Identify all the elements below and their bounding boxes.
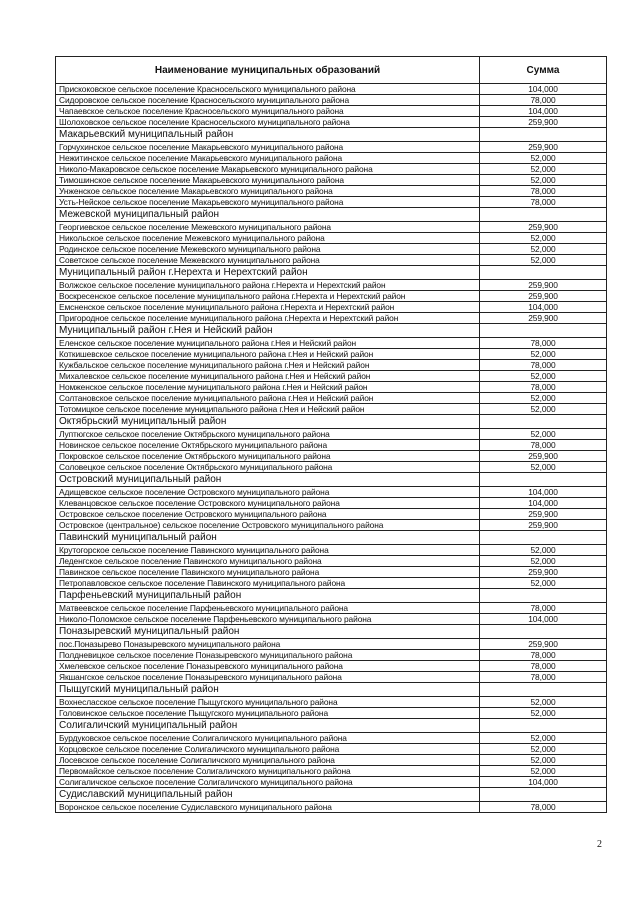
table-row (56, 545, 607, 556)
settlement-sum: 52,000 (480, 255, 607, 266)
settlement-sum: 104,000 (480, 106, 607, 117)
settlement-name: Пригородное сельское поселение муниципального района г.Нерехта и Нерехтский район (56, 313, 480, 324)
table-row (56, 404, 607, 415)
page-number: 2 (597, 839, 602, 850)
district-row (56, 473, 607, 487)
settlement-sum: 78,000 (480, 360, 607, 371)
settlement-sum: 104,000 (480, 777, 607, 788)
settlement-name: Усть-Нейское сельское поселение Макарьевского муниципального района (56, 197, 480, 208)
settlement-sum: 52,000 (480, 766, 607, 777)
settlement-sum: 52,000 (480, 545, 607, 556)
table-row (56, 84, 607, 95)
table-row (56, 578, 607, 589)
settlement-sum: 259,900 (480, 451, 607, 462)
district-name: Макарьевский муниципальный район (56, 128, 480, 142)
settlement-name: Новинское сельское поселение Октябрьского муниципального района (56, 440, 480, 451)
table-row (56, 429, 607, 440)
settlement-name: пос.Поназырево Поназыревского муниципального района (56, 639, 480, 650)
settlement-sum: 78,000 (480, 650, 607, 661)
settlement-name: Луптюгское сельское поселение Октябрьского муниципального района (56, 429, 480, 440)
allocation-table (55, 56, 607, 813)
district-sum-cell (480, 208, 607, 222)
settlement-name: Корцовское сельское поселение Солигаличского муниципального района (56, 744, 480, 755)
settlement-sum: 52,000 (480, 233, 607, 244)
settlement-sum: 78,000 (480, 672, 607, 683)
settlement-name: Георгиевское сельское поселение Межевского муниципального района (56, 222, 480, 233)
settlement-sum: 104,000 (480, 614, 607, 625)
table-body (56, 84, 607, 813)
settlement-sum: 78,000 (480, 440, 607, 451)
district-name: Парфеньевский муниципальный район (56, 589, 480, 603)
table-row (56, 338, 607, 349)
settlement-sum: 52,000 (480, 429, 607, 440)
district-name: Пыщугский муниципальный район (56, 683, 480, 697)
table-row (56, 708, 607, 719)
table-row (56, 244, 607, 255)
table-row (56, 349, 607, 360)
table-row (56, 197, 607, 208)
district-name: Межевской муниципальный район (56, 208, 480, 222)
table-row (56, 371, 607, 382)
district-name: Муниципальный район г.Нерехта и Нерехтский район (56, 266, 480, 280)
table-row (56, 222, 607, 233)
settlement-name: Бурдуковское сельское поселение Солигаличского муниципального района (56, 733, 480, 744)
table-row (56, 291, 607, 302)
table-row (56, 520, 607, 531)
settlement-name: Матвеевское сельское поселение Парфеньевского муниципального района (56, 603, 480, 614)
settlement-name: Солтановское сельское поселение муниципального района г.Нея и Нейский район (56, 393, 480, 404)
table-row (56, 462, 607, 473)
table-row (56, 280, 607, 291)
settlement-sum: 52,000 (480, 349, 607, 360)
district-name: Островский муниципальный район (56, 473, 480, 487)
settlement-sum: 52,000 (480, 744, 607, 755)
settlement-name: Соловецкое сельское поселение Октябрьского муниципального района (56, 462, 480, 473)
district-name: Солигаличский муниципальный район (56, 719, 480, 733)
district-row (56, 625, 607, 639)
settlement-name: Тотомицкое сельское поселение муниципального района г.Нея и Нейский район (56, 404, 480, 415)
settlement-name: Шолоховское сельское поселение Красносельского муниципального района (56, 117, 480, 128)
district-row (56, 589, 607, 603)
district-name: Павинский муниципальный район (56, 531, 480, 545)
table-row (56, 509, 607, 520)
settlement-sum: 52,000 (480, 393, 607, 404)
table-row (56, 255, 607, 266)
settlement-name: Никольское сельское поселение Межевского муниципального района (56, 233, 480, 244)
district-row (56, 683, 607, 697)
table-row (56, 186, 607, 197)
table-row (56, 498, 607, 509)
settlement-sum: 104,000 (480, 84, 607, 95)
settlement-name: Николо-Поломское сельское поселение Парфеньевского муниципального района (56, 614, 480, 625)
settlement-name: Павинское сельское поселение Павинского муниципального района (56, 567, 480, 578)
district-name: Поназыревский муниципальный район (56, 625, 480, 639)
settlement-sum: 259,900 (480, 509, 607, 520)
settlement-name: Крутогорское сельское поселение Павинского муниципального района (56, 545, 480, 556)
settlement-name: Воскресенское сельское поселение муниципального района г.Нерехта и Нерехтский район (56, 291, 480, 302)
district-sum-cell (480, 683, 607, 697)
settlement-name: Прискоковское сельское поселение Красносельского муниципального района (56, 84, 480, 95)
district-sum-cell (480, 324, 607, 338)
settlement-name: Адищевское сельское поселение Островского муниципального района (56, 487, 480, 498)
settlement-sum: 52,000 (480, 153, 607, 164)
settlement-sum: 78,000 (480, 603, 607, 614)
table-row (56, 567, 607, 578)
table-row (56, 313, 607, 324)
district-name: Октябрьский муниципальный район (56, 415, 480, 429)
settlement-name: Михалевское сельское поселение муниципального района г.Нея и Нейский район (56, 371, 480, 382)
settlement-name: Номженское сельское поселение муниципального района г.Нея и Нейский район (56, 382, 480, 393)
settlement-sum: 52,000 (480, 708, 607, 719)
settlement-sum: 52,000 (480, 462, 607, 473)
settlement-name: Полдневицкое сельское поселение Поназыревского муниципального района (56, 650, 480, 661)
table-row (56, 650, 607, 661)
settlement-sum: 52,000 (480, 556, 607, 567)
settlement-name: Нежитинское сельское поселение Макарьевского муниципального района (56, 153, 480, 164)
settlement-name: Клеванцовское сельское поселение Островского муниципального района (56, 498, 480, 509)
settlement-name: Покровское сельское поселение Октябрьского муниципального района (56, 451, 480, 462)
table-row (56, 95, 607, 106)
settlement-name: Тимошинское сельское поселение Макарьевского муниципального района (56, 175, 480, 186)
settlement-name: Петропавловское сельское поселение Павинского муниципального района (56, 578, 480, 589)
settlement-sum: 52,000 (480, 404, 607, 415)
district-row (56, 415, 607, 429)
table-row (56, 142, 607, 153)
settlement-sum: 104,000 (480, 302, 607, 313)
settlement-sum: 78,000 (480, 95, 607, 106)
district-row (56, 788, 607, 802)
table-row (56, 451, 607, 462)
table-row (56, 360, 607, 371)
table-row (56, 153, 607, 164)
district-sum-cell (480, 788, 607, 802)
settlement-name: Первомайское сельское поселение Солигаличского муниципального района (56, 766, 480, 777)
settlement-name: Кужбальское сельское поселение муниципального района г.Нея и Нейский район (56, 360, 480, 371)
settlement-sum: 104,000 (480, 498, 607, 509)
table-row (56, 382, 607, 393)
settlement-sum: 259,900 (480, 313, 607, 324)
table-row (56, 603, 607, 614)
settlement-sum: 259,900 (480, 291, 607, 302)
table-row (56, 639, 607, 650)
district-sum-cell (480, 625, 607, 639)
settlement-sum: 52,000 (480, 733, 607, 744)
column-header-name: Наименование муниципальных образований (56, 57, 480, 84)
settlement-name: Головинское сельское поселение Пыщугского муниципального района (56, 708, 480, 719)
settlement-name: Николо-Макаровское сельское поселение Макарьевского муниципального района (56, 164, 480, 175)
table-row (56, 440, 607, 451)
settlement-name: Вохнесласское сельское поселение Пыщугского муниципального района (56, 697, 480, 708)
settlement-sum: 52,000 (480, 175, 607, 186)
table-row (56, 733, 607, 744)
table-row (56, 744, 607, 755)
settlement-sum: 104,000 (480, 487, 607, 498)
district-sum-cell (480, 266, 607, 280)
settlement-sum: 259,900 (480, 520, 607, 531)
table-row (56, 661, 607, 672)
table-row (56, 164, 607, 175)
district-row (56, 128, 607, 142)
district-sum-cell (480, 531, 607, 545)
district-sum-cell (480, 473, 607, 487)
table-row (56, 755, 607, 766)
settlement-name: Хмелевское сельское поселение Поназыревского муниципального района (56, 661, 480, 672)
settlement-name: Леденгское сельское поселение Павинского муниципального района (56, 556, 480, 567)
settlement-sum: 52,000 (480, 164, 607, 175)
table-row (56, 614, 607, 625)
district-sum-cell (480, 589, 607, 603)
district-name: Судиславский муниципальный район (56, 788, 480, 802)
table-row (56, 393, 607, 404)
settlement-name: Унженское сельское поселение Макарьевского муниципального района (56, 186, 480, 197)
settlement-sum: 259,900 (480, 639, 607, 650)
settlement-sum: 259,900 (480, 142, 607, 153)
table-row (56, 117, 607, 128)
settlement-name: Островское сельское поселение Островского муниципального района (56, 509, 480, 520)
settlement-sum: 52,000 (480, 371, 607, 382)
district-sum-cell (480, 415, 607, 429)
settlement-name: Волжское сельское поселение муниципального района г.Нерехта и Нерехтский район (56, 280, 480, 291)
table-row (56, 556, 607, 567)
district-sum-cell (480, 719, 607, 733)
settlement-sum: 78,000 (480, 197, 607, 208)
district-name: Муниципальный район г.Нея и Нейский район (56, 324, 480, 338)
settlement-sum: 52,000 (480, 755, 607, 766)
settlement-name: Якшангское сельское поселение Поназыревского муниципального района (56, 672, 480, 683)
table-header-row (56, 57, 607, 84)
settlement-sum: 259,900 (480, 222, 607, 233)
settlement-name: Еленское сельское поселение муниципального района г.Нея и Нейский район (56, 338, 480, 349)
table-row (56, 487, 607, 498)
settlement-sum: 52,000 (480, 697, 607, 708)
table-row (56, 766, 607, 777)
table-row (56, 777, 607, 788)
district-row (56, 719, 607, 733)
settlement-name: Воронское сельское поселение Судиславского муниципального района (56, 802, 480, 813)
settlement-name: Советское сельское поселение Межевского муниципального района (56, 255, 480, 266)
settlement-sum: 259,900 (480, 117, 607, 128)
settlement-name: Горчухинское сельское поселение Макарьевского муниципального района (56, 142, 480, 153)
settlement-sum: 52,000 (480, 578, 607, 589)
district-row (56, 324, 607, 338)
settlement-name: Лосевское сельское поселение Солигаличского муниципального района (56, 755, 480, 766)
table-row (56, 233, 607, 244)
settlement-sum: 78,000 (480, 186, 607, 197)
settlement-name: Коткишевское сельское поселение муниципального района г.Нея и Нейский район (56, 349, 480, 360)
settlement-sum: 52,000 (480, 244, 607, 255)
table-row (56, 672, 607, 683)
settlement-name: Островское (центральное) сельское поселение Островского муниципального района (56, 520, 480, 531)
district-sum-cell (480, 128, 607, 142)
settlement-sum: 78,000 (480, 382, 607, 393)
settlement-name: Солигаличское сельское поселение Солигаличского муниципального района (56, 777, 480, 788)
table-row (56, 175, 607, 186)
settlement-sum: 78,000 (480, 338, 607, 349)
district-row (56, 531, 607, 545)
settlement-sum: 259,900 (480, 567, 607, 578)
table-row (56, 302, 607, 313)
settlement-name: Сидоровское сельское поселение Красносельского муниципального района (56, 95, 480, 106)
district-row (56, 208, 607, 222)
table-row (56, 106, 607, 117)
settlement-sum: 259,900 (480, 280, 607, 291)
column-header-sum: Сумма (480, 57, 607, 84)
settlement-sum: 78,000 (480, 802, 607, 813)
district-row (56, 266, 607, 280)
settlement-sum: 78,000 (480, 661, 607, 672)
settlement-name: Емсненское сельское поселение муниципального района г.Нерехта и Нерехтский район (56, 302, 480, 313)
table-row (56, 697, 607, 708)
settlement-name: Родинское сельское поселение Межевского муниципального района (56, 244, 480, 255)
settlement-name: Чапаевское сельское поселение Красносельского муниципального района (56, 106, 480, 117)
table-row (56, 802, 607, 813)
